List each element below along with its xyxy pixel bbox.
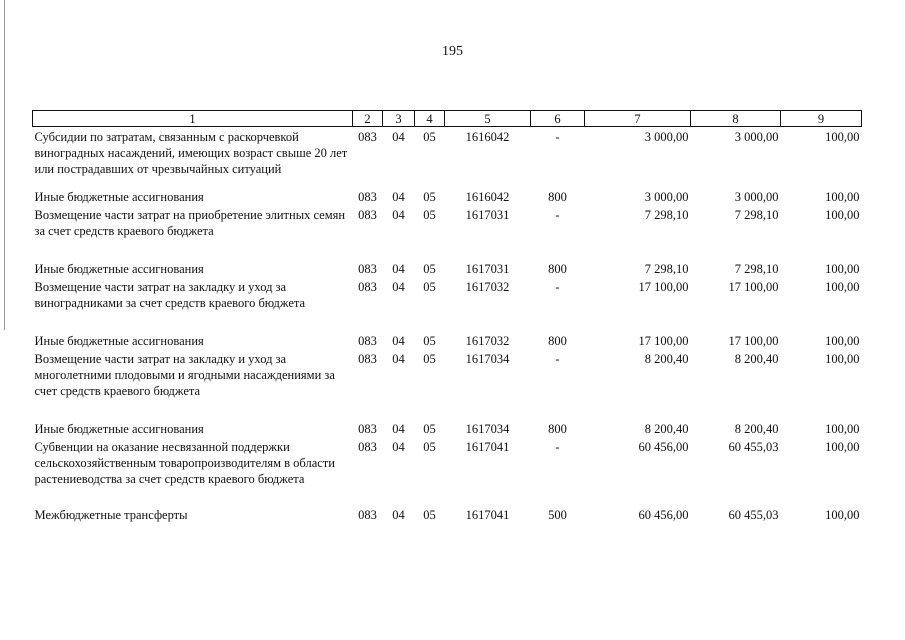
row-value: 17 100,00 (638, 334, 689, 348)
row-code: 05 (423, 280, 436, 294)
row-code: 05 (423, 262, 436, 276)
row-value: 7 298,10 (644, 262, 689, 276)
column-header: 2 (353, 111, 383, 127)
row-value: 17 100,00 (728, 280, 779, 294)
row-code: 1617041 (465, 508, 510, 522)
table-row (33, 487, 862, 523)
row-code: 1617034 (465, 352, 510, 366)
row-code: 05 (423, 422, 436, 436)
row-code: 1617032 (465, 334, 510, 348)
row-name: Иные бюджетные ассигнования (34, 422, 204, 436)
row-code: 05 (423, 440, 436, 454)
row-code: 04 (392, 508, 405, 522)
row-name: Иные бюджетные ассигнования (34, 262, 204, 276)
row-code: 05 (423, 190, 436, 204)
column-header: 4 (415, 111, 445, 127)
row-code: 04 (392, 352, 405, 366)
row-value: 8 200,40 (644, 352, 689, 366)
table-row (33, 177, 862, 205)
row-value: 60 456,00 (638, 508, 689, 522)
row-code: 1616042 (465, 130, 510, 144)
table-row (33, 349, 862, 399)
row-value: 60 456,00 (638, 440, 689, 454)
page-number: 195 (442, 44, 463, 59)
row-code: 04 (392, 440, 405, 454)
row-code: 1617034 (465, 422, 510, 436)
row-value: 100,00 (825, 440, 860, 454)
row-code: 083 (358, 280, 377, 294)
row-value: 100,00 (825, 262, 860, 276)
table-row (33, 399, 862, 437)
column-header: 8 (691, 111, 781, 127)
table-row (33, 205, 862, 239)
row-name: Возмещение части затрат на закладку и уход за виноградниками за счет средств краевого бюджета (34, 280, 306, 310)
row-value: 7 298,10 (734, 262, 779, 276)
row-code: 05 (423, 508, 436, 522)
row-code: 1617031 (465, 208, 510, 222)
row-code: 04 (392, 262, 405, 276)
row-code: 1617032 (465, 280, 510, 294)
row-value: 100,00 (825, 508, 860, 522)
row-value: 60 455,03 (728, 508, 779, 522)
row-value: 100,00 (825, 190, 860, 204)
row-name: Субвенции на оказание несвязанной поддержки сельскохозяйственным товаропроизводителям в области растениеводства за счет средств краевого бюджета (34, 440, 335, 486)
table-header-row (33, 111, 862, 127)
row-code: 083 (358, 352, 377, 366)
row-value: 100,00 (825, 130, 860, 144)
row-code: 083 (358, 334, 377, 348)
row-code: - (555, 130, 560, 144)
row-name: Возмещение части затрат на закладку и уход за многолетними плодовыми и ягодными насаждениями за счет средств краевого бюджета (34, 352, 335, 398)
row-value: 17 100,00 (638, 280, 689, 294)
column-header: 5 (445, 111, 531, 127)
row-code: - (555, 352, 560, 366)
row-value: 7 298,10 (734, 208, 779, 222)
row-value: 8 200,40 (734, 422, 779, 436)
table-row (33, 277, 862, 311)
row-value: 7 298,10 (644, 208, 689, 222)
table-row (33, 311, 862, 349)
row-code: 800 (548, 262, 567, 276)
column-header: 3 (383, 111, 415, 127)
column-header: 6 (531, 111, 585, 127)
row-code: 05 (423, 130, 436, 144)
row-value: 3 000,00 (734, 190, 779, 204)
row-code: 04 (392, 422, 405, 436)
row-code: 04 (392, 334, 405, 348)
row-name: Субсидии по затратам, связанным с раскорчевкой виноградных насаждений, имеющих возраст свыше 20 лет или пострадавших от чрезвычайных ситуаций (34, 130, 348, 176)
column-header: 1 (33, 111, 353, 127)
row-value: 17 100,00 (728, 334, 779, 348)
row-code: 1617031 (465, 262, 510, 276)
row-code: 1617041 (465, 440, 510, 454)
row-name: Иные бюджетные ассигнования (34, 190, 204, 204)
row-code: - (555, 440, 560, 454)
row-value: 8 200,40 (734, 352, 779, 366)
row-code: 05 (423, 352, 436, 366)
table-row (33, 239, 862, 277)
row-value: 3 000,00 (644, 190, 689, 204)
row-name: Иные бюджетные ассигнования (34, 334, 204, 348)
row-code: 04 (392, 190, 405, 204)
budget-table (32, 110, 862, 523)
row-value: 100,00 (825, 208, 860, 222)
column-header: 7 (585, 111, 691, 127)
row-code: 04 (392, 130, 405, 144)
row-code: 800 (548, 190, 567, 204)
row-code: 05 (423, 334, 436, 348)
row-code: 500 (548, 508, 567, 522)
column-header: 9 (781, 111, 862, 127)
row-code: 1616042 (465, 190, 510, 204)
row-name: Межбюджетные трансферты (34, 508, 188, 522)
row-code: - (555, 280, 560, 294)
row-code: 04 (392, 208, 405, 222)
table-row (33, 127, 862, 178)
row-name: Возмещение части затрат на приобретение элитных семян за счет средств краевого бюджета (34, 208, 346, 238)
row-value: 100,00 (825, 422, 860, 436)
row-code: 083 (358, 422, 377, 436)
row-code: 800 (548, 334, 567, 348)
row-code: 083 (358, 208, 377, 222)
row-value: 3 000,00 (734, 130, 779, 144)
row-value: 60 455,03 (728, 440, 779, 454)
row-value: 100,00 (825, 280, 860, 294)
row-code: 800 (548, 422, 567, 436)
row-value: 100,00 (825, 334, 860, 348)
table-row (33, 437, 862, 487)
row-value: 100,00 (825, 352, 860, 366)
row-code: 083 (358, 130, 377, 144)
row-code: 05 (423, 208, 436, 222)
row-code: 083 (358, 190, 377, 204)
row-code: - (555, 208, 560, 222)
row-value: 8 200,40 (644, 422, 689, 436)
row-code: 083 (358, 262, 377, 276)
row-value: 3 000,00 (644, 130, 689, 144)
row-code: 083 (358, 508, 377, 522)
row-code: 083 (358, 440, 377, 454)
row-code: 04 (392, 280, 405, 294)
